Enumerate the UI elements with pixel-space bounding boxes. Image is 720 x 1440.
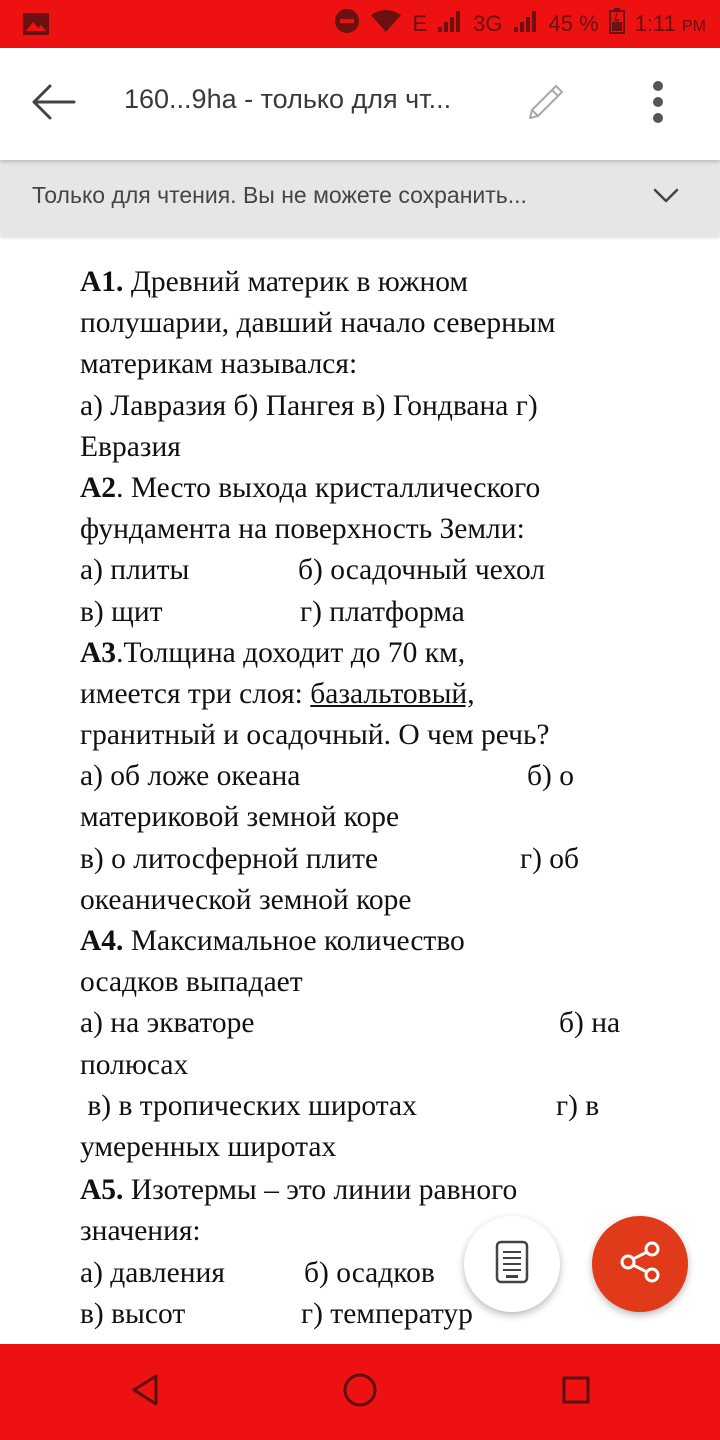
read-only-banner[interactable]: [0, 160, 720, 236]
answer-option: в) в тропических широтах: [80, 1089, 417, 1122]
answer-option: а) на экваторе: [80, 1007, 255, 1040]
question-text: Изотермы – это линии равного: [123, 1174, 518, 1207]
share-icon: [618, 1240, 662, 1289]
answer-option: г) об: [520, 842, 580, 875]
signal-icon-2: [513, 9, 539, 39]
doc-line: умеренных широтах: [80, 1130, 337, 1163]
nav-home-button[interactable]: [336, 1368, 384, 1416]
doc-line: гранитный и осадочный. О чем речь?: [80, 719, 550, 752]
nav-back-button[interactable]: [121, 1368, 169, 1416]
battery-icon: [609, 8, 625, 40]
triangle-back-icon: [130, 1373, 160, 1412]
status-icons: [334, 0, 706, 48]
doc-line: [80, 468, 680, 509]
square-recents-icon: [561, 1375, 591, 1410]
underlined-word: базальтовый,: [310, 677, 475, 710]
question-text: Максимальное количество: [123, 925, 465, 957]
answer-option: г) температур: [301, 1297, 473, 1330]
document-body: [80, 262, 680, 1335]
question-label: А1.: [80, 266, 124, 298]
question-text: Древний материк в южном: [123, 266, 469, 298]
question-text: .Толщина доходит до 70 км,: [116, 636, 466, 669]
doc-line: а) Лавразия б) Пангея в) Гондвана г): [80, 389, 538, 422]
question-label: А5.: [80, 1174, 124, 1207]
answer-option: б) о: [527, 760, 574, 793]
more-options-button[interactable]: [630, 76, 686, 132]
banner-expand-button[interactable]: [648, 180, 684, 216]
share-button[interactable]: [592, 1216, 688, 1312]
question-label: А4.: [80, 925, 124, 957]
image-notification-icon: [22, 0, 50, 48]
reading-mode-icon: [495, 1240, 529, 1289]
back-button[interactable]: [26, 76, 82, 132]
more-vert-icon: [651, 80, 665, 129]
doc-line: полушарии, давший начало северным: [80, 307, 556, 340]
doc-line: [80, 1294, 680, 1335]
doc-line: [80, 756, 680, 797]
answer-option: г) в: [556, 1089, 600, 1122]
question-label: А3: [80, 636, 117, 669]
app-bar: [0, 48, 720, 160]
status-bar: [0, 0, 720, 48]
question-label: А2: [80, 471, 117, 504]
doc-line: [80, 592, 680, 633]
question-text: . Место выхода кристаллического: [116, 471, 541, 504]
answer-option: в) высот: [80, 1297, 186, 1330]
battery-percent: 45 %: [548, 11, 599, 36]
doc-line: [80, 1003, 680, 1044]
wifi-icon: [370, 9, 402, 39]
answer-option: в) щит: [80, 595, 163, 628]
doc-line: фундамента на поверхность Земли:: [80, 513, 525, 546]
doc-line: [80, 1170, 680, 1211]
answer-option: а) давления: [80, 1256, 225, 1289]
doc-line: Евразия: [80, 430, 181, 463]
network-type-label: E: [412, 11, 428, 36]
reading-mode-button[interactable]: [464, 1216, 560, 1312]
arrow-left-icon: [30, 82, 78, 127]
doc-line: полюсах: [80, 1048, 189, 1081]
doc-line: океанической земной коре: [80, 883, 412, 916]
network-type-label-2: 3G: [473, 11, 503, 36]
doc-line: значения:: [80, 1215, 201, 1248]
doc-line: материкам назывался:: [80, 348, 358, 381]
document-title: 160...9ha - только для чт...: [124, 84, 452, 114]
question-text: имеется три слоя:: [80, 677, 311, 710]
clock-time: 1:11: [634, 11, 676, 36]
navigation-bar: [0, 1344, 720, 1440]
answer-option: а) об ложе океана: [80, 760, 301, 793]
doc-line: [80, 262, 680, 303]
doc-line: [80, 1253, 680, 1294]
doc-line: осадков выпадает: [80, 966, 303, 999]
signal-icon: [437, 9, 463, 39]
answer-option: б) осадков: [304, 1256, 435, 1289]
nav-recents-button[interactable]: [552, 1368, 600, 1416]
answer-option: б) осадочный чехол: [298, 554, 546, 587]
chevron-down-icon: [653, 188, 679, 209]
doc-line: [80, 550, 680, 591]
clock: [635, 11, 706, 37]
answer-option: а) плиты: [80, 554, 190, 587]
pencil-icon: [522, 78, 570, 131]
answer-option: г) платформа: [300, 595, 465, 628]
doc-line: [80, 633, 680, 674]
edit-button[interactable]: [518, 76, 574, 132]
answer-option: б) на: [559, 1007, 621, 1040]
answer-option: в) о литосферной плите: [80, 842, 379, 875]
doc-line: [80, 921, 680, 962]
doc-line: [80, 674, 680, 715]
clock-ampm: PM: [682, 18, 706, 35]
doc-line: [80, 839, 680, 880]
circle-home-icon: [342, 1372, 378, 1413]
do-not-disturb-icon: [334, 8, 360, 40]
banner-message: Только для чтения. Вы не можете сохранить...: [32, 182, 527, 208]
doc-line: [80, 1086, 680, 1127]
doc-line: материковой земной коре: [80, 801, 400, 834]
